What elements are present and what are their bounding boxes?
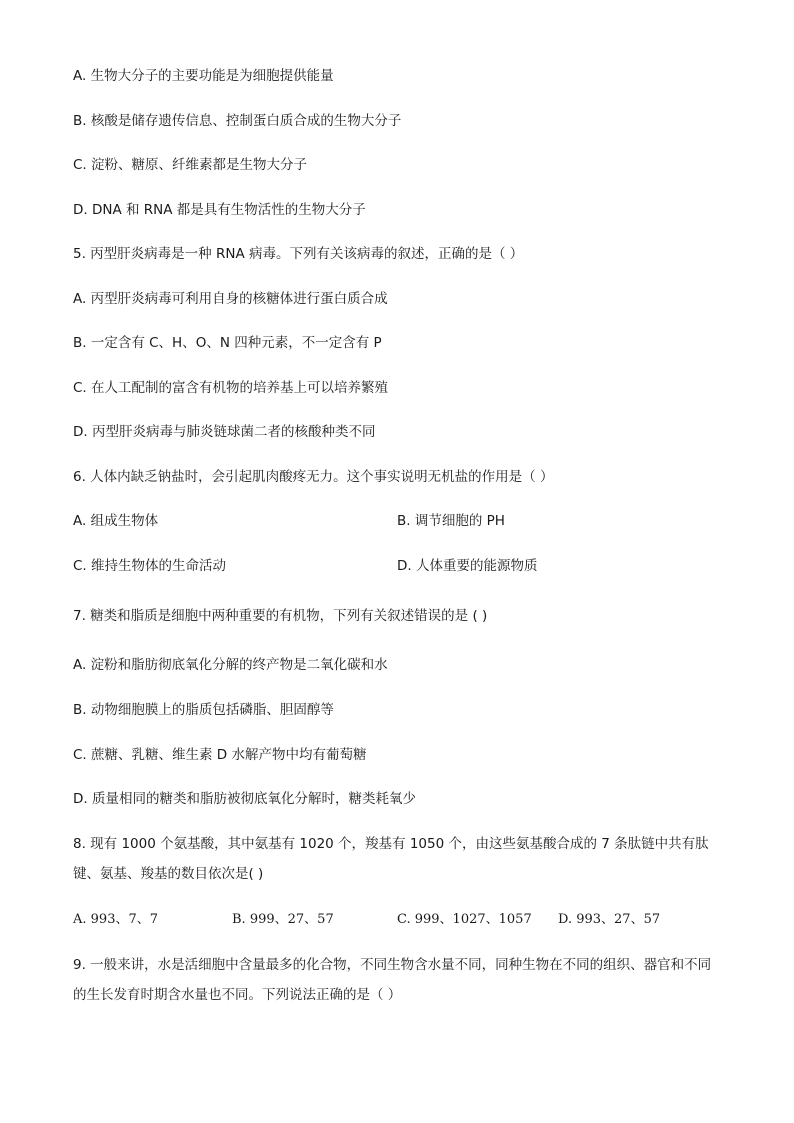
q5-option-a: A. 丙型肝炎病毒可利用自身的核糖体进行蛋白质合成 xyxy=(73,291,388,307)
q6-option-d: D. 人体重要的能源物质 xyxy=(397,558,538,574)
q6-option-a: A. 组成生物体 xyxy=(73,513,159,529)
q4-option-d: D. DNA 和 RNA 都是具有生物活性的生物大分子 xyxy=(73,202,366,218)
q5-option-d: D. 丙型肝炎病毒与肺炎链球菌二者的核酸种类不同 xyxy=(73,424,376,440)
q4-option-c: C. 淀粉、糖原、纤维素都是生物大分子 xyxy=(73,157,308,173)
q7-option-a: A. 淀粉和脂肪彻底氧化分解的终产物是二氧化碳和水 xyxy=(73,657,388,673)
q4-option-a: A. 生物大分子的主要功能是为细胞提供能量 xyxy=(73,68,334,84)
q6-stem: 6. 人体内缺乏钠盐时，会引起肌肉酸疼无力。这个事实说明无机盐的作用是（ ） xyxy=(73,469,554,485)
q8-option-c: C. 999、1027、1057 xyxy=(397,912,532,927)
q5-stem: 5. 丙型肝炎病毒是一种 RNA 病毒。下列有关该病毒的叙述，正确的是（ ） xyxy=(73,246,524,262)
q6-option-c: C. 维持生物体的生命活动 xyxy=(73,558,227,574)
q7-option-d: D. 质量相同的糖类和脂肪被彻底氧化分解时，糖类耗氧少 xyxy=(73,791,416,807)
q5-option-c: C. 在人工配制的富含有机物的培养基上可以培养繁殖 xyxy=(73,380,389,396)
q7-option-b: B. 动物细胞膜上的脂质包括磷脂、胆固醇等 xyxy=(73,702,334,718)
q7-option-c: C. 蔗糖、乳糖、维生素 D 水解产物中均有葡萄糖 xyxy=(73,747,367,763)
q8-option-d: D. 993、27、57 xyxy=(558,912,661,927)
q9-stem: 9. 一般来讲，水是活细胞中含量最多的化合物，不同生物含水量不同，同种生物在不同的组织、器官和不同的生长发育时期含水量也不同。下列说法正确的是（ ） xyxy=(73,957,712,1003)
q7-stem: 7. 糖类和脂质是细胞中两种重要的有机物，下列有关叙述错误的是 ( ) xyxy=(73,608,488,624)
q8-stem: 8. 现有 1000 个氨基酸，其中氨基有 1020 个，羧基有 1050 个，由这些氨基酸合成的 7 条肽链中共有肽键、氨基、羧基的数目依次是( ) xyxy=(73,836,709,882)
q5-option-b: B. 一定含有 C、H、O、N 四种元素，不一定含有 P xyxy=(73,335,382,351)
q6-option-b: B. 调节细胞的 PH xyxy=(397,513,505,529)
q8-option-a: A. 993、7、7 xyxy=(73,912,159,927)
q4-option-b: B. 核酸是储存遗传信息、控制蛋白质合成的生物大分子 xyxy=(73,113,402,129)
q8-option-b: B. 999、27、57 xyxy=(232,912,334,927)
